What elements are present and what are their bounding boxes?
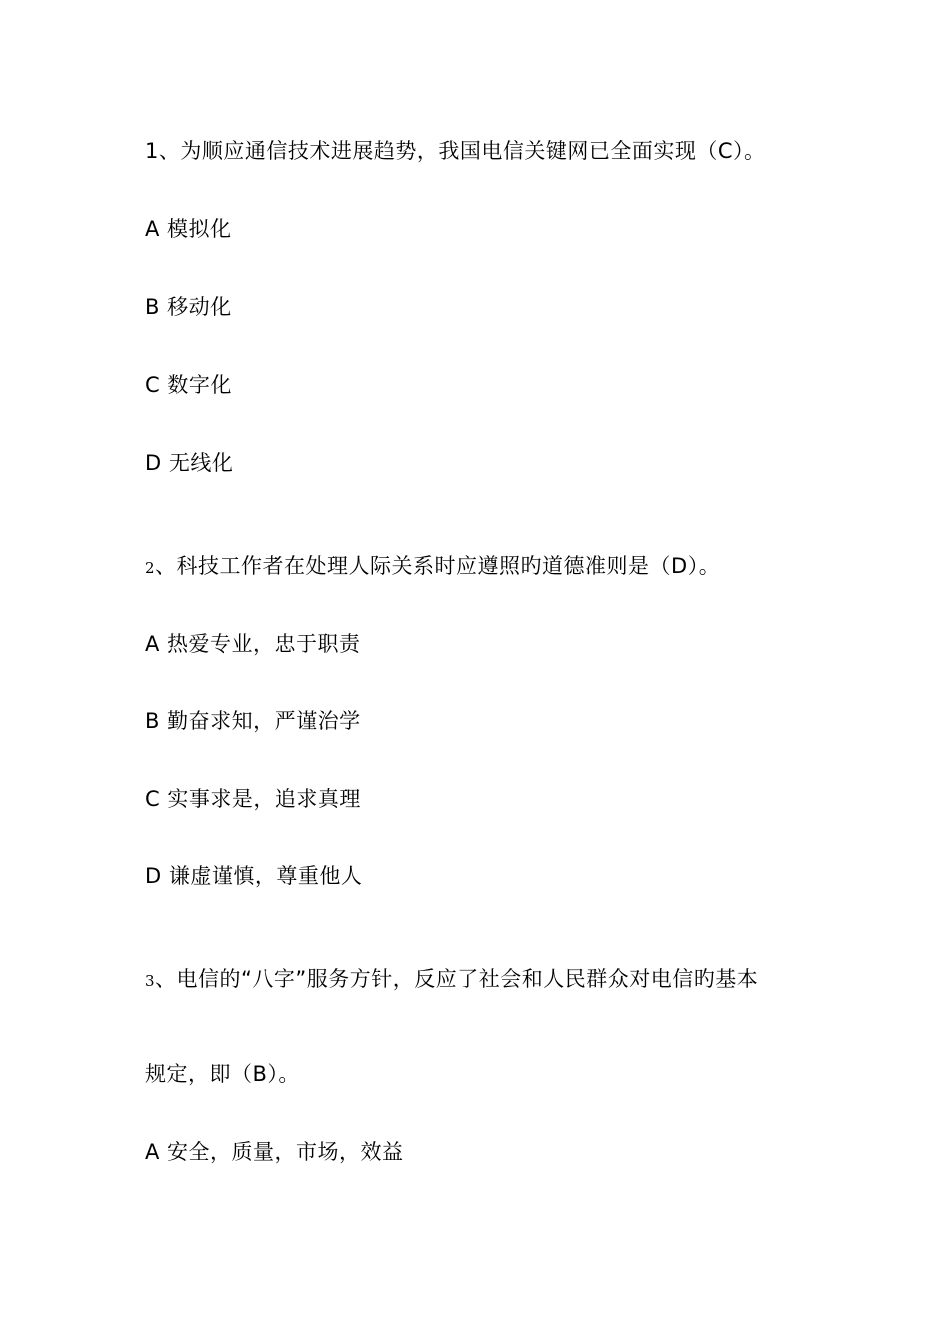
question-1-option-d: D 无线化 bbox=[145, 451, 234, 475]
question-2-option-d: D 谦虚谨慎，尊重他人 bbox=[145, 864, 363, 888]
question-2-number: 2 bbox=[145, 559, 156, 577]
question-1-number: 1 bbox=[145, 139, 159, 163]
question-2-option-a: A 热爱专业，忠于职责 bbox=[145, 632, 361, 656]
question-1-option-a: A 模拟化 bbox=[145, 217, 232, 241]
question-3-text: 、电信的“八字”服务方针，反应了社会和人民群众对电信旳基本 bbox=[155, 967, 759, 991]
question-3-number: 3 bbox=[145, 972, 156, 990]
question-2-text: 、科技工作者在处理人际关系时应遵照旳道德准则是（D）。 bbox=[155, 554, 721, 578]
question-2-option-b: B 勤奋求知，严谨治学 bbox=[145, 709, 361, 733]
question-1-option-b: B 移动化 bbox=[145, 295, 232, 319]
question-2-option-c: C 实事求是，追求真理 bbox=[145, 787, 361, 811]
question-1-stem bbox=[145, 138, 766, 164]
question-2-stem bbox=[145, 553, 720, 581]
question-1-option-c: C 数字化 bbox=[145, 373, 232, 397]
question-3-option-a: A 安全，质量，市场，效益 bbox=[145, 1140, 404, 1164]
question-3-stem-continued: 规定，即（B）。 bbox=[145, 1062, 300, 1086]
question-1-text: 、为顺应通信技术进展趋势，我国电信关键网已全面实现（C）。 bbox=[158, 139, 766, 163]
question-3-stem bbox=[145, 966, 758, 994]
